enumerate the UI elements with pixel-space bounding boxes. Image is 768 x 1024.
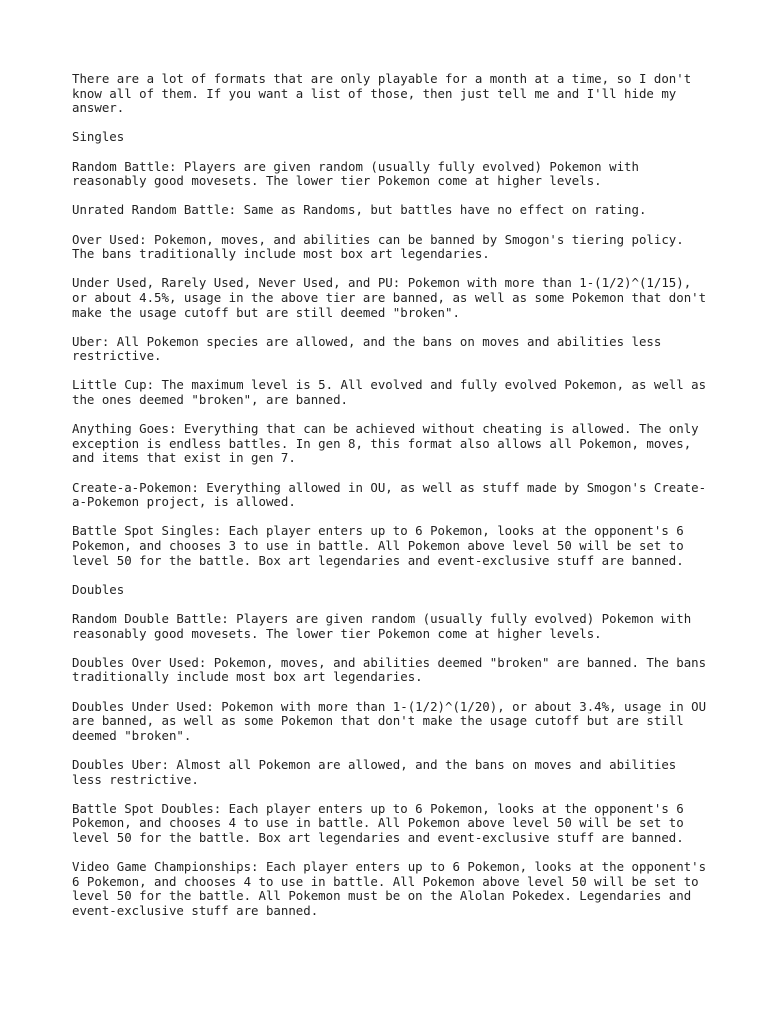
- format-random-battle: Random Battle: Players are given random (usually fully evolved) Pokemon with reasonably good movesets. The lower tier Pokemon come at higher levels.: [72, 158, 647, 189]
- section-heading-singles: Singles: [72, 129, 125, 145]
- format-over-used: Over Used: Pokemon, moves, and abilities can be banned by Smogon's tiering policy. The bans traditionally include most box art legendaries.: [72, 231, 692, 262]
- format-uber: Uber: All Pokemon species are allowed, and the bans on moves and abilities less restrictive.: [72, 333, 669, 364]
- document-body: [72, 72, 712, 933]
- format-little-cup: Little Cup: The maximum level is 5. All evolved and fully evolved Pokemon, as well as the ones deemed "broken", are banned.: [72, 377, 714, 408]
- format-doubles-under-used: Doubles Under Used: Pokemon with more than 1-(1/2)^(1/20), or about 3.4%, usage in OU are banned, as well as some Pokemon that don't make the usage cutoff but are still deemed "broken".: [72, 698, 714, 743]
- format-unrated-random-battle: Unrated Random Battle: Same as Randoms, but battles have no effect on rating.: [72, 202, 647, 218]
- format-random-double-battle: Random Double Battle: Players are given random (usually fully evolved) Pokemon with reasonably good movesets. The lower tier Pokemon come at higher levels.: [72, 610, 699, 641]
- format-battle-spot-doubles: Battle Spot Doubles: Each player enters up to 6 Pokemon, looks at the opponent's 6 Pokemon, and chooses 4 to use in battle. All Pokemon above level 50 will be set to level 50 for the battle. Box art legendaries and event-exclusive stuff are banned.: [72, 800, 692, 845]
- format-doubles-uber: Doubles Uber: Almost all Pokemon are allowed, and the bans on moves and abilities less restrictive.: [72, 756, 684, 787]
- format-anything-goes: Anything Goes: Everything that can be achieved without cheating is allowed. The only exception is endless battles. In gen 8, this format also allows all Pokemon, moves, and items that exist in gen 7.: [72, 421, 707, 466]
- format-doubles-over-used: Doubles Over Used: Pokemon, moves, and abilities deemed "broken" are banned. The bans traditionally include most box art legendaries.: [72, 654, 714, 685]
- format-video-game-championships: Video Game Championships: Each player enters up to 6 Pokemon, looks at the opponent's 6 Pokemon, and chooses 4 to use in battle. All Pokemon above level 50 will be set to level 50 for the battle. All Pokemon must be on the Alolan Pokedex. Legendaries and event-exclusive stuff are banned.: [72, 859, 714, 918]
- intro-paragraph: There are a lot of formats that are only playable for a month at a time, so I don't know all of them. If you want a list of those, then just tell me and I'll hide my answer.: [72, 71, 699, 116]
- section-heading-doubles: Doubles: [72, 581, 125, 597]
- format-battle-spot-singles: Battle Spot Singles: Each player enters up to 6 Pokemon, looks at the opponent's 6 Pokemon, and chooses 3 to use in battle. All Pokemon above level 50 will be set to level 50 for the battle. Box art legendaries and event-exclusive stuff are banned.: [72, 523, 692, 568]
- format-under-used-tiers: Under Used, Rarely Used, Never Used, and PU: Pokemon with more than 1-(1/2)^(1/15), or about 4.5%, usage in the above tier are banned, as well as some Pokemon that don't make the usage cutoff but are still deemed "broken".: [72, 275, 714, 320]
- format-create-a-pokemon: Create-a-Pokemon: Everything allowed in OU, as well as stuff made by Smogon's Create-a-Pokemon project, is allowed.: [72, 479, 707, 510]
